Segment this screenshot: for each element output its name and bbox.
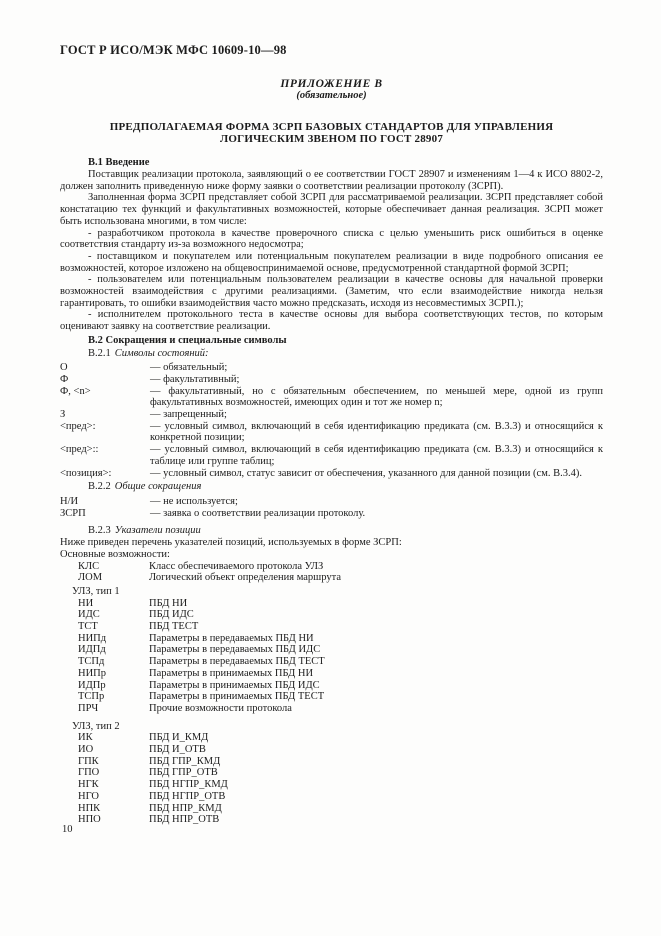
paragraph: Заполненная форма ЗСРП представляет собой ЗСРП для рассматриваемой реализации. ЗСРП представляет собой констатацию тех функций и факультативных возможностей, которые обеспечивает данная реализация. ЗСРП может быть использована многими, в том числе: xyxy=(60,192,603,227)
definition: — факультативный, но с обязательным обеспечением, по меньшей мере, одной из групп факультативных возможностей, имеющих один и тот же номер n; xyxy=(150,385,603,409)
definition: ПБД ИДС xyxy=(149,609,194,621)
section-b23-heading xyxy=(60,525,603,537)
appendix-title-line-2: ЛОГИЧЕСКИМ ЗВЕНОМ ПО ГОСТ 28907 xyxy=(219,133,444,145)
page-number: 10 xyxy=(62,824,73,835)
section-b22-heading xyxy=(60,481,603,493)
definition-row xyxy=(60,444,603,467)
indicator-row xyxy=(78,791,603,803)
status-symbols-list xyxy=(60,362,603,479)
definition: Класс обеспечиваемого протокола УЛЗ xyxy=(149,560,324,572)
indicator-row xyxy=(78,703,603,715)
section-b23-title: Указатели позиции xyxy=(114,525,201,537)
definition: Логический объект определения маршрута xyxy=(149,572,342,584)
definition: — условный символ, включающий в себя идентификацию предиката (см. В.3.3) и относящийся к конкретной позиции; xyxy=(150,420,603,444)
document-header: ГОСТ Р ИСО/МЭК МФС 10609-10—98 xyxy=(60,43,287,57)
indicator-row xyxy=(78,598,603,610)
term: НПО xyxy=(78,814,101,826)
definition: ПБД НГПР_КМД xyxy=(149,779,228,791)
indicator-row xyxy=(78,680,603,692)
term: ЛОМ xyxy=(78,572,103,584)
term: Н/И xyxy=(60,495,79,507)
indicator-row xyxy=(78,744,603,756)
definition-row xyxy=(60,421,603,444)
definition: — не используется; xyxy=(150,495,238,507)
appendix-label: ПРИЛОЖЕНИЕ В xyxy=(280,78,383,90)
definition: Прочие возможности протокола xyxy=(149,702,292,714)
term: ИДПр xyxy=(78,679,106,691)
definition-row xyxy=(60,508,603,520)
definition: ПБД И_КМД xyxy=(149,732,209,744)
term: КЛС xyxy=(78,560,100,572)
term: З xyxy=(60,409,66,421)
term: НИ xyxy=(78,597,94,609)
definition: Параметры в передаваемых ПБД НИ xyxy=(149,632,314,644)
term: <позиция>: xyxy=(60,467,112,479)
section-b22-title: Общие сокращения xyxy=(114,481,202,493)
term: ТСТ xyxy=(78,621,98,633)
paragraph: - поставщиком и покупателем или потенциальным покупателем реализации в виде подробного описания ее возможностей, которое изложено на общевоспринимаемой основе, предусмотренной стандартной формой ЗСРП; xyxy=(60,250,603,274)
definition: Параметры в принимаемых ПБД ТЕСТ xyxy=(149,691,325,703)
definition-row xyxy=(60,409,603,421)
appendix-title-line-1: ПРЕДПОЛАГАЕМАЯ ФОРМА ЗСРП БАЗОВЫХ СТАНДАРТОВ ДЛЯ УПРАВЛЕНИЯ xyxy=(109,120,554,133)
paragraph: - пользователем или потенциальным пользователем реализации в качестве основы для начальной проверки возможностей взаимодействия с другими реализациями. (Заметим, что если взаимодействие никогда нельзя гарантировать, то ошибки взаимодействия часто можно предсказать, исходя из несовместимых ЗСРП.); xyxy=(60,274,603,309)
indicator-row xyxy=(78,668,603,680)
definition: ПБД НПР_ОТВ xyxy=(149,814,220,826)
appendix-title xyxy=(60,121,603,146)
type1-list xyxy=(78,598,603,715)
definition: — запрещенный; xyxy=(150,409,227,421)
section-b2-heading: В.2 Сокращения и специальные символы xyxy=(88,334,287,346)
term: ИДС xyxy=(78,609,100,621)
indicator-row xyxy=(78,561,603,573)
term: Ф xyxy=(60,373,69,385)
term: О xyxy=(60,362,68,374)
type2-list xyxy=(78,732,603,826)
indicator-row xyxy=(78,814,603,826)
term: ИО xyxy=(78,744,94,756)
group-label-type1: УЛЗ, тип 1 xyxy=(72,585,120,597)
definition: — заявка о соответствии реализации протоколу. xyxy=(150,507,366,519)
term: <пред>: xyxy=(60,420,96,432)
term: НИПр xyxy=(78,667,106,679)
definition: ПБД НПР_КМД xyxy=(149,802,222,814)
definition: Параметры в принимаемых ПБД НИ xyxy=(149,667,314,679)
group-label-main: Основные возможности: xyxy=(60,548,170,560)
paragraph: - исполнителем протокольного теста в качестве основы для выбора соответствующих тестов, по которым оценивают заявку на соответствие реализации. xyxy=(60,309,603,333)
definition: Параметры в передаваемых ПБД ТЕСТ xyxy=(149,656,325,668)
common-abbreviations-list xyxy=(60,496,603,519)
page-content xyxy=(60,44,603,826)
definition-row xyxy=(60,496,603,508)
b23-intro: Ниже приведен перечень указателей позиций, используемых в форме ЗСРП: xyxy=(60,537,402,549)
term: ГПО xyxy=(78,767,100,779)
paragraph: Поставщик реализации протокола, заявляющий о ее соответствии ГОСТ 28907 и изменениям 1—4 к ИСО 8802-2, должен заполнить приведенную ниже форму заявки о соответствии реализации протоколу (ЗСРП). xyxy=(60,169,603,192)
term: НИПд xyxy=(78,632,107,644)
definition: ПБД НИ xyxy=(149,597,188,609)
term: ТСПр xyxy=(78,691,105,703)
indicator-row xyxy=(78,767,603,779)
definition: — факультативный; xyxy=(150,373,240,385)
indicator-row xyxy=(78,691,603,703)
term: НГК xyxy=(78,779,99,791)
definition: ПБД И_ОТВ xyxy=(149,744,206,756)
definition: ПБД НГПР_ОТВ xyxy=(149,790,226,802)
term: ТСПд xyxy=(78,656,105,668)
definition: ПБД ГПР_ОТВ xyxy=(149,767,218,779)
definition: — условный символ, включающий в себя идентификацию предиката (см. В.3.3) и относящийся к таблице или группе таблиц; xyxy=(150,444,603,467)
term: ИДПд xyxy=(78,644,106,656)
indicator-row xyxy=(78,621,603,633)
paragraph: - разработчиком протокола в качестве проверочного списка с целью уменьшить риск ошибиться в оценке соответствия стандарту из-за возможного недосмотра; xyxy=(60,227,603,251)
indicator-row xyxy=(78,572,603,584)
appendix-note: (обязательное) xyxy=(296,90,367,101)
indicator-row xyxy=(78,756,603,768)
section-b23-number: В.2.3 xyxy=(88,525,111,537)
indicator-row xyxy=(78,609,603,621)
term: ЗСРП xyxy=(60,507,86,519)
indicator-row xyxy=(78,732,603,744)
definition: ПБД ТЕСТ xyxy=(149,621,199,633)
section-b21-title: Символы состояний: xyxy=(114,347,209,359)
term: НГО xyxy=(78,790,99,802)
definition-row xyxy=(60,468,603,480)
term: <пред>:: xyxy=(60,444,99,456)
main-capabilities-list xyxy=(78,561,603,584)
indicator-row xyxy=(78,779,603,791)
section-b21-heading xyxy=(60,348,603,360)
definition-row xyxy=(60,374,603,386)
term: Ф, <n> xyxy=(60,385,91,397)
term: НПК xyxy=(78,802,101,814)
definition: ПБД ГПР_КМД xyxy=(149,755,221,767)
group-label-type2: УЛЗ, тип 2 xyxy=(72,720,120,732)
indicator-row xyxy=(78,803,603,815)
section-b22-number: В.2.2 xyxy=(88,481,111,493)
term: ПРЧ xyxy=(78,702,99,714)
section-b1-heading: В.1 Введение xyxy=(88,157,150,169)
definition: Параметры в принимаемых ПБД ИДС xyxy=(149,679,320,691)
definition: Параметры в передаваемых ПБД ИДС xyxy=(149,644,321,656)
definition: — обязательный; xyxy=(150,362,228,374)
term: ГПК xyxy=(78,755,99,767)
indicator-row xyxy=(78,656,603,668)
definition-row xyxy=(60,362,603,374)
section-b21-number: В.2.1 xyxy=(88,347,111,359)
definition: — условный символ, статус зависит от обеспечения, указанного для данной позиции (см. В.3.4). xyxy=(150,467,582,479)
definition-row xyxy=(60,386,603,409)
indicator-row xyxy=(78,633,603,645)
indicator-row xyxy=(78,644,603,656)
term: ИК xyxy=(78,732,93,744)
